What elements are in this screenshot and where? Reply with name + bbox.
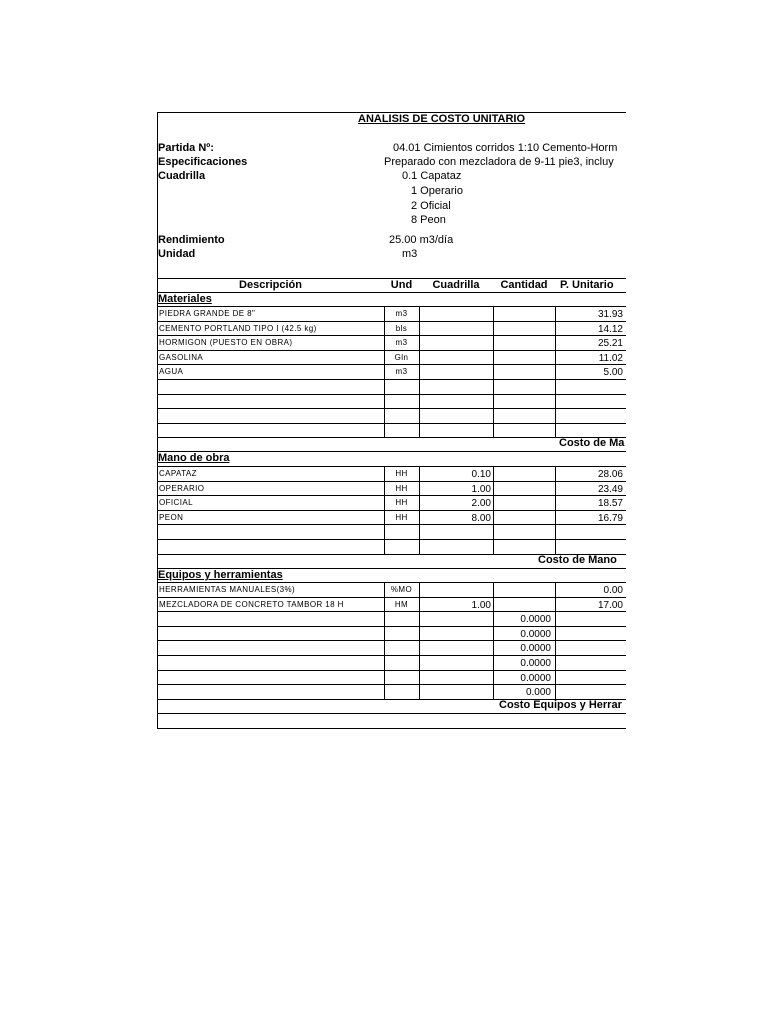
- row-punitario: 18.57: [597, 498, 623, 509]
- row-punitario: 25.21: [597, 338, 623, 349]
- especificaciones-value: Preparado con mezcladora de 9-11 pie3, incluy: [384, 156, 614, 168]
- header-bottom-rule: [157, 292, 626, 293]
- row-cantidad: 0.0000: [520, 629, 551, 640]
- section-title-materiales: Materiales: [158, 293, 212, 305]
- row-cantidad: 0.0000: [520, 643, 551, 654]
- col-header-cantidad: Cantidad: [500, 279, 548, 291]
- row-unit: m3: [395, 309, 408, 318]
- sheet-bottom-border: [157, 728, 626, 729]
- row-unit: m3: [395, 338, 408, 347]
- row-description: CEMENTO PORTLAND TIPO I (42.5 kg): [159, 324, 317, 333]
- row-description: HORMIGON (PUESTO EN OBRA): [159, 338, 293, 347]
- row-description: PEON: [159, 513, 184, 522]
- row-description: OFICIAL: [159, 498, 193, 507]
- row-punitario: 5.00: [603, 367, 623, 378]
- row-unit: HH: [395, 513, 408, 522]
- col-header-cuadrilla: Cuadrilla: [432, 279, 480, 291]
- row-description: OPERARIO: [159, 484, 205, 493]
- materiales-subtotal-label: Costo de Ma: [559, 437, 625, 449]
- unidad-value: m3: [402, 248, 418, 260]
- row-cantidad: 0.0000: [520, 614, 551, 625]
- row-unit: %MO: [390, 585, 413, 594]
- row-description: AGUA: [159, 367, 184, 376]
- row-unit: HH: [395, 498, 408, 507]
- partida-value: 04.01 Cimientos corridos 1:10 Cemento-Horm: [393, 142, 618, 154]
- row-unit: Gln: [394, 353, 409, 362]
- row-cantidad: 0.0000: [520, 658, 551, 669]
- row-unit: HH: [395, 484, 408, 493]
- row-punitario: 28.06: [597, 469, 623, 480]
- row-punitario: 14.12: [597, 324, 623, 335]
- unidad-label: Unidad: [158, 248, 196, 260]
- cuadrilla-item: 2 Oficial: [411, 200, 451, 212]
- row-unit: bls: [395, 324, 408, 333]
- section-title-mano-obra: Mano de obra: [158, 452, 230, 464]
- col-header-descripcion: Descripción: [239, 279, 302, 291]
- especificaciones-label: Especificaciones: [158, 156, 248, 168]
- row-cuadrilla: 1.00: [471, 484, 491, 495]
- row-cuadrilla: 1.00: [471, 600, 491, 611]
- col-header-und: Und: [390, 279, 413, 291]
- sheet-title: ANALISIS DE COSTO UNITARIO: [358, 113, 526, 125]
- equipos-subtotal-label: Costo Equipos y Herrar: [499, 699, 622, 711]
- row-punitario: 11.02: [598, 353, 623, 364]
- sheet-left-border: [157, 112, 158, 729]
- cuadrilla-label: Cuadrilla: [158, 170, 206, 182]
- rendimiento-label: Rendimiento: [158, 234, 225, 246]
- row-cuadrilla: 0.10: [471, 469, 491, 480]
- row-cantidad: 0.000: [525, 687, 551, 698]
- row-unit: m3: [395, 367, 408, 376]
- row-description: HERRAMIENTAS MANUALES(3%): [159, 585, 296, 594]
- col-header-punitario: P. Unitario: [560, 279, 614, 291]
- grid-column-rule: [493, 466, 494, 554]
- rendimiento-value: 25.00 m3/día: [389, 234, 454, 246]
- grid-column-rule: [493, 306, 494, 437]
- grid-column-rule: [384, 466, 385, 554]
- cuadrilla-item: 8 Peon: [411, 214, 446, 226]
- cuadrilla-item: 0.1 Capataz: [402, 170, 462, 182]
- row-cuadrilla: 8.00: [471, 513, 491, 524]
- row-cantidad: 0.0000: [520, 673, 551, 684]
- cost-analysis-sheet: [157, 112, 626, 730]
- row-cuadrilla: 2.00: [471, 498, 491, 509]
- equipos-subtotal-rule: [157, 713, 626, 714]
- row-punitario: 16.79: [597, 513, 623, 524]
- row-unit: HH: [395, 469, 408, 478]
- grid-row-rule: [157, 437, 626, 438]
- row-punitario: 17.00: [597, 600, 623, 611]
- row-punitario: 31.93: [597, 309, 623, 320]
- row-description: CAPATAZ: [159, 469, 197, 478]
- partida-label: Partida Nº:: [158, 142, 214, 154]
- row-punitario: 23.49: [597, 484, 623, 495]
- grid-column-rule: [419, 306, 420, 437]
- row-description: PIEDRA GRANDE DE 8": [159, 309, 256, 318]
- section-title-equipos: Equipos y herramientas: [158, 569, 283, 581]
- cuadrilla-item: 1 Operario: [411, 185, 463, 197]
- row-unit: HM: [394, 600, 409, 609]
- mano-obra-subtotal-label: Costo de Mano: [538, 554, 617, 566]
- row-description: MEZCLADORA DE CONCRETO TAMBOR 18 H: [159, 600, 344, 609]
- row-description: GASOLINA: [159, 353, 204, 362]
- row-punitario: 0.00: [603, 585, 623, 596]
